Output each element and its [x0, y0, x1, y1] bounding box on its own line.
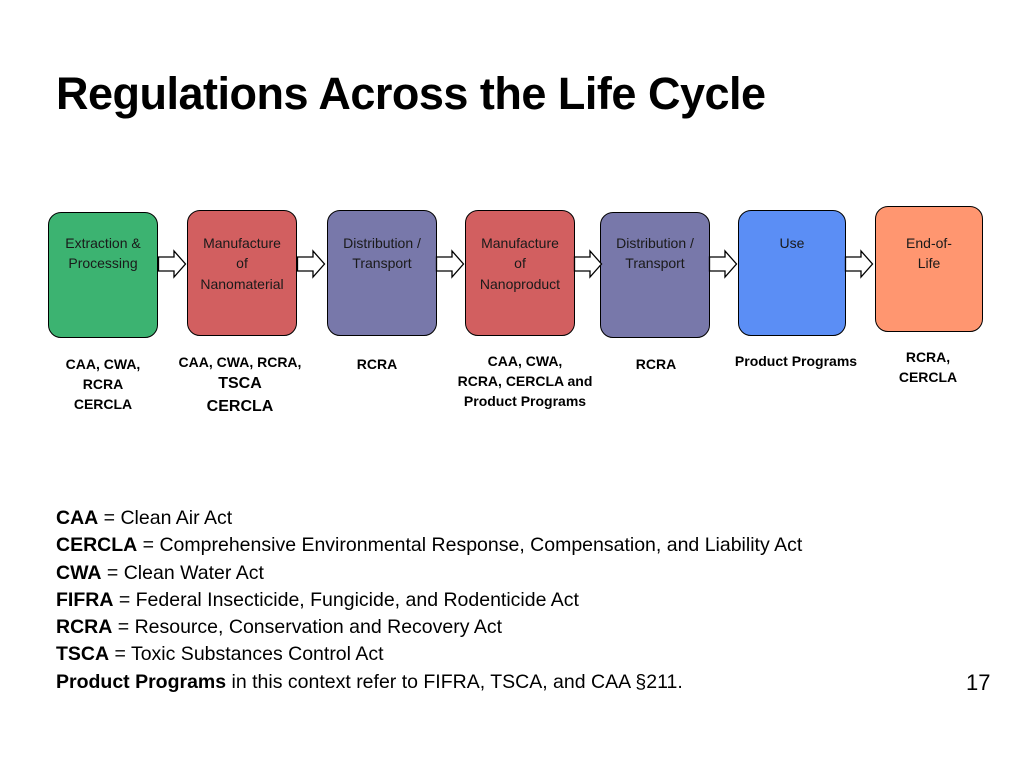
stage-extraction-processing: [48, 212, 158, 338]
definition-term: Product Programs: [56, 670, 227, 693]
definition-term: CAA: [56, 507, 99, 529]
flow-arrow-icon: [708, 249, 738, 279]
regs-manufacture-nanoproduct: [440, 352, 610, 412]
definition-term: CERCLA: [56, 534, 138, 557]
regs-distribution-transport-1: [337, 355, 417, 375]
flow-arrow-icon: [844, 249, 874, 279]
reg-line: RCRA, CERCLA and: [457, 372, 593, 389]
reg-line: CERCLA: [206, 397, 274, 415]
flow-arrow-icon: [435, 249, 465, 279]
definition-text: = Clean Water Act: [101, 561, 264, 584]
definition-text: = Clean Air Act: [98, 507, 233, 529]
definition-term: TSCA: [56, 643, 110, 666]
stage-end-of-life: [875, 206, 983, 332]
stage-label-line: End-of-: [906, 235, 952, 251]
regs-use: [716, 352, 876, 372]
stage-manufacture-nanomaterial: [187, 210, 297, 336]
stage-label-line: Life: [917, 255, 941, 272]
reg-line: Product Programs: [734, 353, 858, 369]
definition-text: in this context refer to FIFRA, TSCA, and CAA §211.: [226, 670, 683, 693]
definition-text: = Federal Insecticide, Fungicide, and Rodenticide Act: [113, 588, 579, 611]
reg-line: CAA, CWA, RCRA,: [178, 354, 302, 370]
definition-item: [56, 560, 802, 587]
stage-label-line: Nanoproduct: [479, 275, 561, 292]
reg-line: CAA, CWA,: [65, 356, 141, 372]
reg-line: RCRA: [82, 375, 124, 392]
definition-text: = Resource, Conservation and Recovery Act: [112, 616, 503, 639]
regs-manufacture-nanomaterial: [162, 353, 318, 418]
reg-line: CERCLA: [898, 368, 958, 385]
stage-label-line: Distribution /: [616, 235, 694, 251]
reg-line: Product Programs: [463, 392, 587, 409]
stage-label-line: of: [236, 255, 248, 272]
stage-manufacture-nanoproduct: [465, 210, 575, 336]
definition-item: [56, 669, 802, 696]
reg-line: TSCA: [218, 374, 262, 392]
reg-line: CAA, CWA,: [487, 353, 563, 369]
flow-arrow-icon: [573, 249, 603, 279]
regs-end-of-life: [878, 348, 978, 388]
definition-item: [56, 532, 802, 559]
reg-line: RCRA: [635, 356, 677, 372]
reg-line: CERCLA: [73, 395, 133, 412]
stage-label-line: Nanomaterial: [200, 275, 284, 292]
definition-term: FIFRA: [56, 588, 114, 611]
regs-extraction-processing: [43, 355, 163, 415]
reg-line: RCRA: [356, 356, 398, 372]
stage-distribution-transport-2: [600, 212, 710, 338]
definition-item: [56, 505, 802, 532]
stage-label-line: Distribution /: [343, 235, 421, 251]
stage-label-line: Transport: [352, 255, 412, 272]
definition-text: = Comprehensive Environmental Response, Compensation, and Liability Act: [137, 534, 803, 557]
definition-term: CWA: [56, 561, 102, 584]
stage-label-line: Manufacture: [203, 235, 281, 251]
stage-label-line: Processing: [68, 255, 138, 272]
flow-arrow-icon: [296, 249, 326, 279]
definition-text: = Toxic Substances Control Act: [109, 643, 384, 666]
stage-label-line: Extraction &: [65, 235, 141, 251]
page-title: Regulations Across the Life Cycle: [56, 68, 766, 119]
definition-item: [56, 614, 802, 641]
reg-line: RCRA,: [905, 349, 951, 365]
stage-distribution-transport-1: [327, 210, 437, 336]
page-number: 17: [966, 670, 991, 695]
stage-label-line: of: [514, 255, 526, 272]
stage-label-line: Use: [779, 235, 805, 251]
regs-distribution-transport-2: [616, 355, 696, 375]
stage-label-line: Manufacture: [481, 235, 559, 251]
definition-item: [56, 587, 802, 614]
flow-arrow-icon: [157, 249, 187, 279]
stage-use: [738, 210, 846, 336]
definition-item: [56, 641, 802, 668]
acronym-definitions: [56, 505, 802, 696]
stage-label-line: Transport: [625, 255, 685, 272]
definition-term: RCRA: [56, 616, 113, 639]
